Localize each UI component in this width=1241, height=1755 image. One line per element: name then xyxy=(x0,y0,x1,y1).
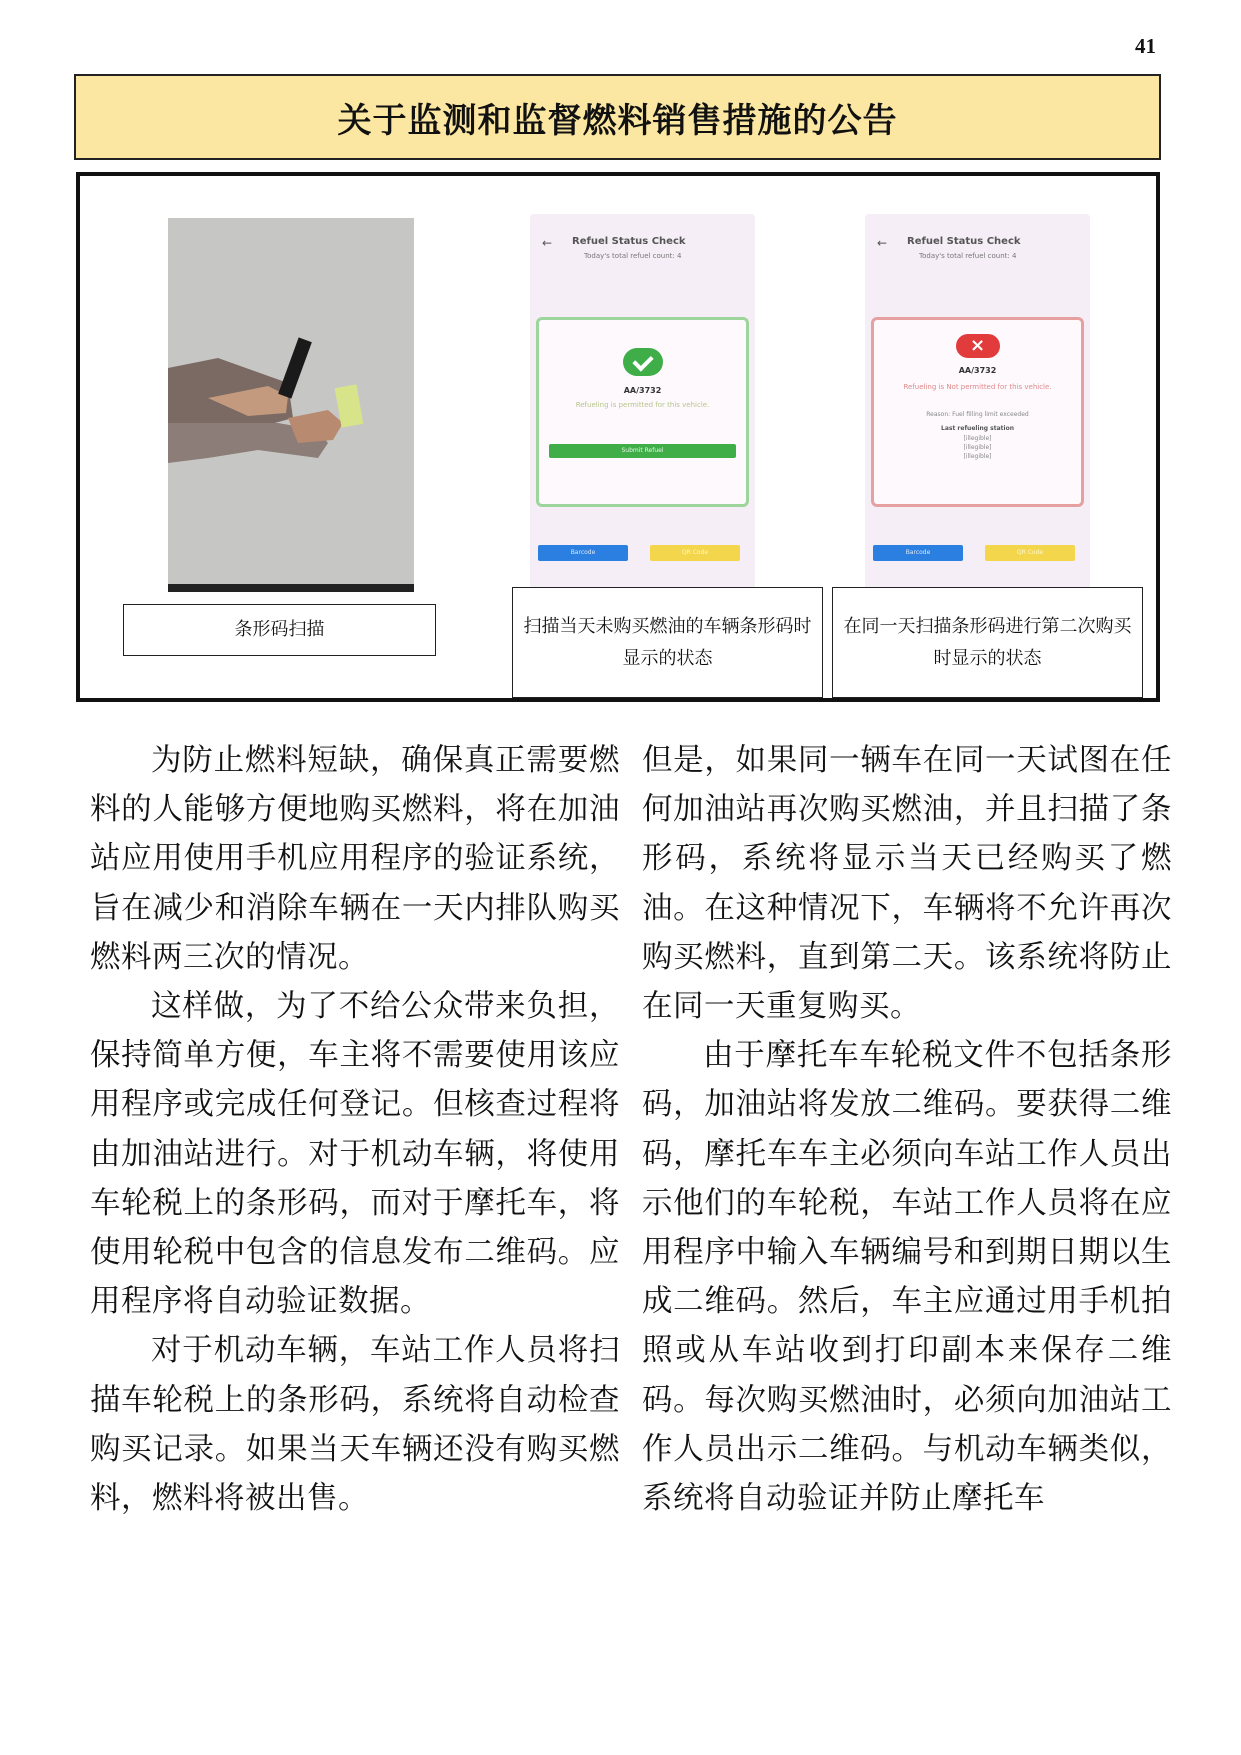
status-bar xyxy=(875,220,1080,228)
body-paragraph: 对于机动车辆，车站工作人员将扫描车轮税上的条形码，系统将自动检查购买记录。如果当天车辆还没有购买燃料，燃料将被出售。 xyxy=(90,1333,620,1517)
x-circle-icon: × xyxy=(956,334,1000,358)
submit-refuel-button[interactable]: Submit Refuel xyxy=(549,444,736,458)
status-bar xyxy=(540,220,745,228)
check-circle-icon xyxy=(623,348,663,376)
barcode-button[interactable]: Barcode xyxy=(538,545,628,561)
status-card-permitted xyxy=(536,317,749,507)
qr-code-button[interactable]: QR Code xyxy=(985,545,1075,561)
phone-permitted-screen xyxy=(530,214,755,589)
caption-second-scan-status: 在同一天扫描条形码进行第二次购买时显示的状态 xyxy=(832,587,1143,698)
plate-number: AA/3732 xyxy=(623,386,662,395)
barcode-scan-photo xyxy=(168,218,414,592)
app-header-subtitle: Today's total refuel count: 4 xyxy=(584,252,682,260)
station-line: [illegible] xyxy=(963,435,992,442)
body-paragraph: 由于摩托车车轮税文件不包括条形码，加油站将发放二维码。要获得二维码，摩托车车主必须向车站工作人员出示他们的车轮税，车站工作人员将在应用程序中输入车辆编号和到期日期以生成二维码。然后，车主应通过用手机拍照或从车站收到打印副本来保存二维码。每次购买燃油时，必须向加油站工作人员出示二维码。与机动车辆类似，系统将自动验证并防止摩托车 xyxy=(642,1038,1172,1517)
phone-not-permitted-screen xyxy=(865,214,1090,589)
hands-with-phone-illustration xyxy=(168,218,414,592)
body-paragraph: 这样做，为了不给公众带来负担，保持简单方便，车主将不需要使用该应用程序或完成任何登记。但核查过程将由加油站进行。对于机动车辆，将使用车轮税上的条形码，而对于摩托车，将使用轮税中包含的信息发布二维码。应用程序将自动验证数据。 xyxy=(90,989,620,1320)
reason-line: Reason: Fuel filling limit exceeded xyxy=(926,411,1029,418)
left-column xyxy=(90,736,620,1523)
back-arrow-icon[interactable]: ← xyxy=(877,236,888,250)
township-line: [illegible] xyxy=(963,444,992,451)
app-header xyxy=(877,236,1082,266)
not-permitted-message: Refueling is Not permitted for this vehicle. xyxy=(903,383,1052,391)
app-header-title: Refuel Status Check xyxy=(907,236,1021,247)
last-station-heading: Last refueling station xyxy=(941,425,1014,432)
app-header xyxy=(542,236,747,266)
date-line: [illegible] xyxy=(963,453,992,460)
caption-first-scan-status: 扫描当天未购买燃油的车辆条形码时显示的状态 xyxy=(512,587,823,698)
body-paragraph: 但是，如果同一辆车在同一天试图在任何加油站再次购买燃油，并且扫描了条形码，系统将显示当天已经购买了燃油。在这种情况下，车辆将不允许再次购买燃料，直到第二天。该系统将防止在同一天重复购买。 xyxy=(642,743,1172,1025)
qr-code-button[interactable]: QR Code xyxy=(650,545,740,561)
page-number: 41 xyxy=(1135,34,1156,58)
app-header-subtitle: Today's total refuel count: 4 xyxy=(919,252,1017,260)
status-card-not-permitted xyxy=(871,317,1084,507)
right-column xyxy=(642,736,1172,1523)
back-arrow-icon[interactable]: ← xyxy=(542,236,553,250)
app-header-title: Refuel Status Check xyxy=(572,236,686,247)
photo-bottom-bar xyxy=(168,584,414,592)
permitted-message: Refueling is permitted for this vehicle. xyxy=(575,401,710,409)
page-title: 关于监测和监督燃料销售措施的公告 xyxy=(337,100,898,141)
caption-barcode-scan: 条形码扫描 xyxy=(123,604,436,656)
figure-frame xyxy=(76,172,1160,702)
barcode-button[interactable]: Barcode xyxy=(873,545,963,561)
plate-number: AA/3732 xyxy=(958,366,997,375)
title-banner xyxy=(74,74,1161,160)
body-paragraph: 为防止燃料短缺，确保真正需要燃料的人能够方便地购买燃料，将在加油站应用使用手机应用程序的验证系统，旨在减少和消除车辆在一天内排队购买燃料两三次的情况。 xyxy=(90,743,620,975)
